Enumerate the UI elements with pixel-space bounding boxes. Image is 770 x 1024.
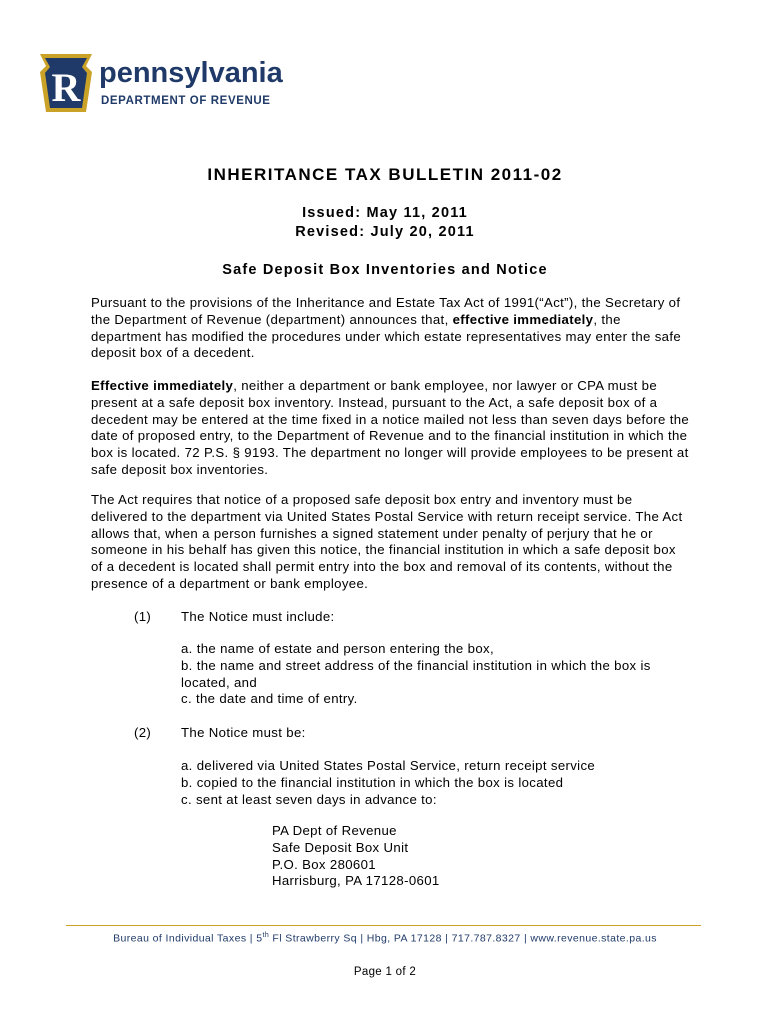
footer-text-a: Bureau of Individual Taxes | 5: [113, 932, 263, 945]
list-1-heading: The Notice must include:: [181, 609, 335, 624]
paragraph-1: [91, 295, 691, 362]
list-item: c. sent at least seven days in advance to:: [181, 791, 437, 807]
logo-subtitle: DEPARTMENT OF REVENUE: [101, 95, 271, 107]
bulletin-title: INHERITANCE TAX BULLETIN 2011-02: [207, 165, 563, 184]
para2-bold: Effective immediately: [91, 378, 234, 393]
address-line: Safe Deposit Box Unit: [272, 839, 409, 855]
address-line: Harrisburg, PA 17128-0601: [272, 873, 440, 889]
list-item: c. the date and time of entry.: [181, 691, 358, 707]
list-item: a. the name of estate and person entering the box,: [181, 641, 494, 656]
bulletin-subject: Safe Deposit Box Inventories and Notice: [222, 262, 548, 278]
para2-text: , neither a department or bank employee, nor lawyer or CPA must be present at a safe deposit box inventory. Instead, pursuant to the Act, a safe deposit box of a decedent may be entered at the time fixed in a notice mailed not less than seven days before the date of proposed entry, to the Department of Revenue and to the financial institution in which the box is located. 72 P.S. § 9193. The department no longer will provide employees to be present at safe deposit box inventories.: [91, 378, 690, 477]
page-number: Page 1 of 2: [353, 966, 417, 978]
list-2-heading: The Notice must be:: [181, 725, 306, 740]
para1-bold: effective immediately: [452, 311, 594, 327]
revised-date: Revised: July 20, 2011: [295, 224, 475, 240]
list-2-number: (2): [134, 725, 152, 740]
logo-title: pennsylvania: [99, 57, 283, 89]
list-1-items: [181, 641, 681, 708]
para1-text-a: Pursuant to the provisions of the Inheritance and Estate Tax Act of 1991(“Act”), the Secretary of the Department of Revenue (department) announces that,: [91, 295, 681, 327]
footer-sup: th: [262, 932, 270, 939]
paragraph-3: The Act requires that notice of a proposed safe deposit box entry and inventory must be delivered to the department via United States Postal Service with return receipt service. The Act allows that, when a person furnishes a signed statement under penalty of perjury that he or someone in his behalf has given this notice, the financial institution in which a safe deposit box of a decedent is located shall permit entry into the box and removal of its contents, without the presence of a department or bank employee.: [91, 492, 683, 591]
para1-text-b: , the department has modified the procedures under which estate representatives may enter the safe deposit box of a decedent.: [91, 311, 682, 361]
list-2-items: [181, 758, 681, 808]
list-item: b. copied to the financial institution in which the box is located: [181, 774, 564, 790]
pa-revenue-logo: [36, 52, 283, 118]
footer-divider: [66, 925, 701, 926]
footer-contact: [0, 932, 770, 945]
mailing-address: [272, 823, 572, 890]
list-item: a. delivered via United States Postal Service, return receipt service: [181, 758, 596, 773]
list-1-number: (1): [134, 609, 152, 624]
address-line: PA Dept of Revenue: [272, 823, 397, 838]
address-line: P.O. Box 280601: [272, 856, 376, 872]
list-item: b. the name and street address of the financial institution in which the box is located, and: [181, 657, 651, 690]
footer-text-b: Fl Strawberry Sq | Hbg, PA 17128 | 717.787.8327 | www.revenue.state.pa.us: [269, 932, 657, 945]
keystone-r-icon: [36, 52, 96, 118]
issued-date: Issued: May 11, 2011: [302, 205, 468, 221]
paragraph-2: [91, 378, 691, 479]
logo-letter: R: [51, 65, 81, 110]
